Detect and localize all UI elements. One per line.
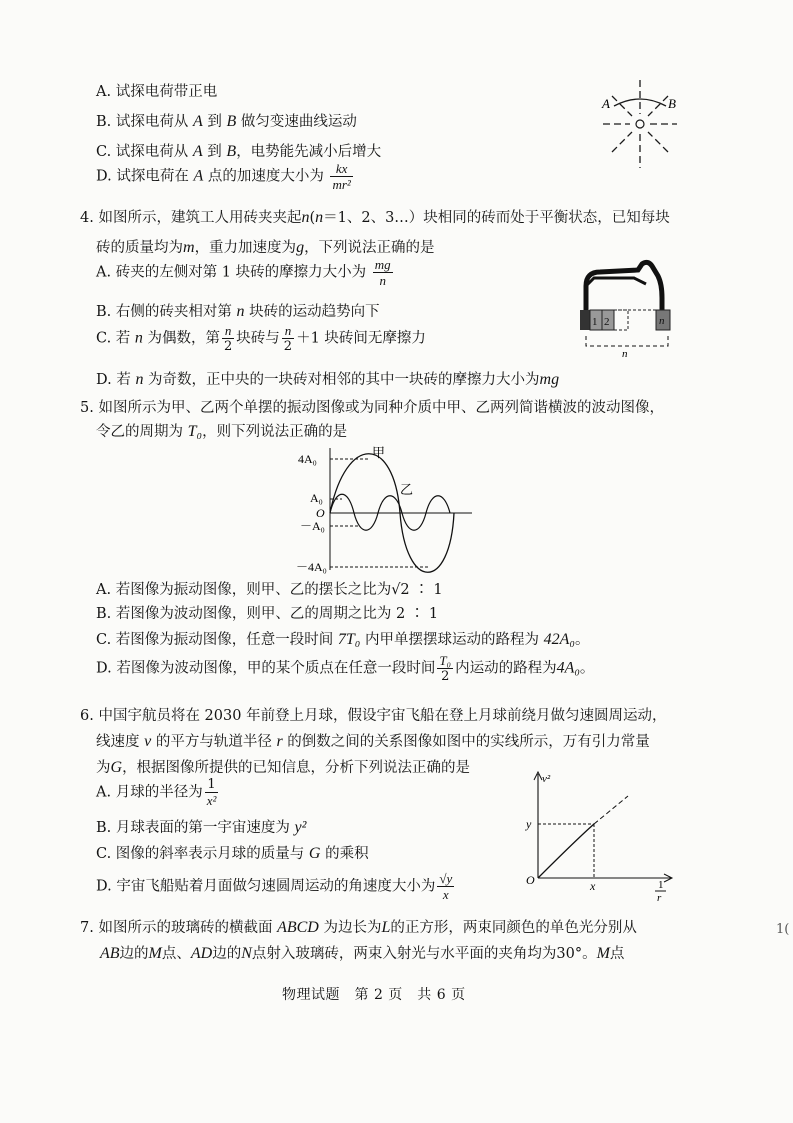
q7-stem-line1: 7. 如图所示的玻璃砖的横截面 ABCD 为边长为L的正方形，两束同颜色的单色光分别从 [80, 919, 637, 936]
q6-x-axis-den: r [657, 892, 662, 904]
margin-mark: 1( [776, 922, 790, 937]
q4-stem-line2: 砖的质量均为m，重力加速度为g，下列说法正确的是 [96, 239, 435, 256]
q3-label-a: A [602, 96, 610, 111]
q6-option-a: A. 月球的半径为 $\frac{1}{\text{x²}}$ [96, 777, 217, 808]
q5-series-jia: 甲 [372, 445, 386, 460]
q5-stem-line2: 令乙的周期为 T₀，则下列说法正确的是 [96, 423, 348, 440]
page-footer: 物理试题 第 2 页 共 6 页 [282, 987, 466, 1003]
q4-clamp-figure [576, 258, 680, 360]
q6-option-c: C. 图像的斜率表示月球的质量与 G 的乘积 [96, 845, 369, 862]
q5-y-top: 4A₀ [298, 452, 317, 466]
q4-brick1-label: 1 [592, 316, 598, 328]
q4-stem-line1: 4. 如图所示，建筑工人用砖夹夹起n(n＝1、2、3…）块相同的砖而处于平衡状态，已知每块 [80, 209, 670, 226]
q6-x-mark: x [590, 879, 596, 893]
q3-option-b: B. 试探电荷从 A 到 B 做匀变速曲线运动 [96, 113, 357, 130]
q5-option-c: C. 若图像为振动图像，任意一段时间 7T₀ 内甲单摆摆球运动的路程为 42A₀。 [96, 631, 590, 648]
q3-option-c: C. 试探电荷从 A 到 B，电势能先减小后增大 [96, 143, 382, 160]
q5-stem-line1: 5. 如图所示为甲、乙两个单摆的振动图像或为同种介质中甲、乙两列简谐横波的波动图像， [80, 400, 664, 416]
q6-graph-figure [516, 768, 676, 904]
q6-stem-line3: 为G，根据图像所提供的已知信息，分析下列说法正确的是 [96, 759, 471, 776]
q6-stem-line1: 6. 中国宇航员将在 2030 年前登上月球，假设宇宙飞船在登上月球前绕月做匀速圆周运动， [80, 708, 667, 724]
q4-brickn-label: n [659, 315, 665, 327]
q5-option-a: A. 若图像为振动图像，则甲、乙的摆长之比为√2 ∶ 1 [96, 582, 443, 598]
q3-field-figure [600, 76, 680, 170]
q5-wave-figure [296, 444, 476, 574]
q4-option-d: D. 若 n 为奇数，正中央的一块砖对相邻的其中一块砖的摩擦力大小为mg [96, 371, 560, 388]
q4-brick2-label: 2 [604, 316, 610, 328]
q5-y-neg-a0: －A₀ [300, 519, 325, 533]
q6-y-mark: y [526, 817, 532, 831]
q6-x-axis-num: 1 [658, 879, 664, 891]
q3-label-b: B [668, 96, 676, 111]
q4-option-b: B. 右侧的砖夹相对第 n 块砖的运动趋势向下 [96, 303, 380, 320]
q4-width-label: n [622, 348, 628, 360]
q6-option-b: B. 月球表面的第一宇宙速度为 y² [96, 819, 307, 836]
q6-origin: O [526, 873, 535, 887]
q7-stem-line2: AB边的M点、AD边的N点射入玻璃砖，两束入射光与水平面的夹角均为30°。M点 [100, 945, 625, 962]
q6-y-axis-label: v² [542, 773, 551, 785]
q5-y-a0: A₀ [310, 491, 323, 505]
q5-y-bottom: －4A₀ [296, 560, 327, 574]
q6-stem-line2: 线速度 v 的平方与轨道半径 r 的倒数之间的关系图像如图中的实线所示，万有引力常量 [96, 733, 650, 750]
q5-series-yi: 乙 [400, 482, 414, 497]
q3-option-a: A. 试探电荷带正电 [96, 84, 218, 100]
q6-option-d: D. 宇宙飞船贴着月面做匀速圆周运动的角速度大小为 $\frac{√y}{x}$ [96, 871, 453, 902]
q5-option-b: B. 若图像为波动图像，则甲、乙的周期之比为 2 ∶ 1 [96, 606, 439, 622]
q4-option-c: C. 若 n 为偶数，第 $\frac{n}{2}$ 块砖与 $\frac{n}{2}$ ＋1 块砖间无摩擦力 [96, 323, 426, 354]
q5-origin: O [316, 506, 325, 520]
q4-option-a: A. 砖夹的左侧对第 1 块砖的摩擦力大小为 $\frac{mg}{n}$ [96, 257, 391, 288]
q3-option-d: D. 试探电荷在 A 点的加速度大小为 $\frac{kx}{\text{mr²}}$ [96, 161, 351, 192]
q5-option-d: D. 若图像为波动图像，甲的某个质点在任意一段时间 $\frac{\text{T₀}}{2}$ 内运动的路程为4A₀。 [96, 653, 595, 684]
